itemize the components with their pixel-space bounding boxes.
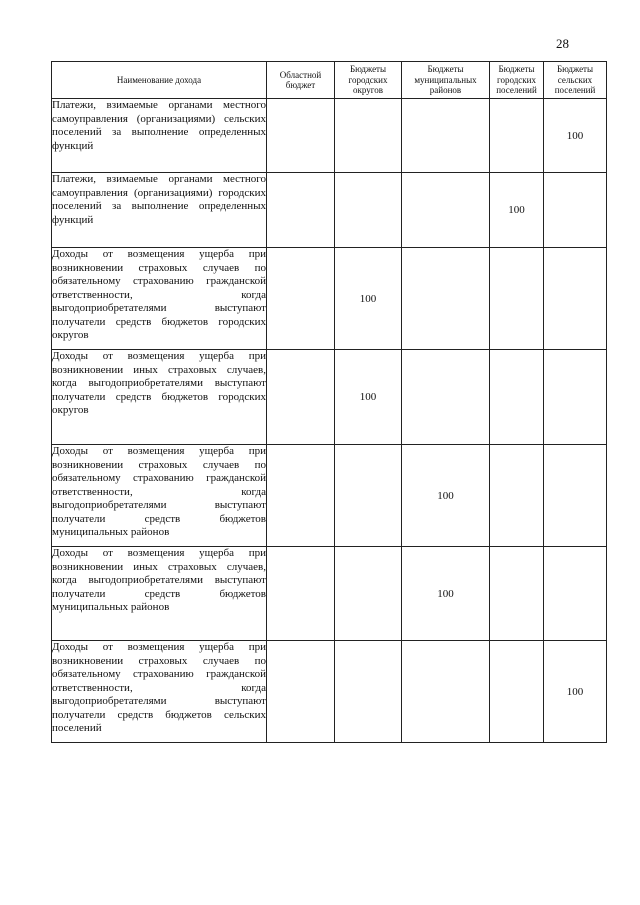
page-number: 28 [556, 36, 569, 51]
city-districts-cell [335, 99, 402, 173]
revenue-name-cell: Доходы от возмещения ущерба при возникновении страховых случаев по обязательному страхованию гражданской ответственности, когда выгодоприобретателями выступают получатели средств бюджетов муниципальных районов [52, 445, 267, 547]
table-row [52, 173, 607, 248]
rural-settlements-cell [544, 350, 607, 445]
header-town-settlements-budgets: Бюджеты городских поселений [490, 62, 544, 99]
municipal-districts-cell: 100 [402, 547, 490, 641]
table-row [52, 248, 607, 350]
table-row [52, 641, 607, 743]
municipal-districts-cell [402, 248, 490, 350]
revenue-name-cell: Доходы от возмещения ущерба при возникновении иных страховых случаев, когда выгодоприобретателями выступают получатели средств бюджетов муниципальных районов [52, 547, 267, 641]
town-settlements-cell [490, 547, 544, 641]
revenue-name-cell: Доходы от возмещения ущерба при возникновении страховых случаев по обязательному страхованию гражданской ответственности, когда выгодоприобретателями выступают получатели средств бюджетов сельских поселений [52, 641, 267, 743]
town-settlements-cell [490, 445, 544, 547]
table-row [52, 99, 607, 173]
town-settlements-cell [490, 99, 544, 173]
city-districts-cell [335, 445, 402, 547]
table-header-row [52, 62, 607, 99]
table-row [52, 350, 607, 445]
regional-cell [267, 173, 335, 248]
header-rural-settlements-budgets: Бюджеты сельских поселений [544, 62, 607, 99]
header-city-districts-budgets: Бюджеты городских округов [335, 62, 402, 99]
rural-settlements-cell [544, 173, 607, 248]
municipal-districts-cell [402, 173, 490, 248]
revenue-name-cell: Платежи, взимаемые органами местного самоуправления (организациями) сельских поселений за выполнение определенных функций [52, 99, 267, 173]
rural-settlements-cell [544, 248, 607, 350]
rural-settlements-cell [544, 547, 607, 641]
regional-cell [267, 99, 335, 173]
city-districts-cell [335, 173, 402, 248]
rural-settlements-cell: 100 [544, 99, 607, 173]
municipal-districts-cell: 100 [402, 445, 490, 547]
regional-cell [267, 248, 335, 350]
town-settlements-cell: 100 [490, 173, 544, 248]
rural-settlements-cell: 100 [544, 641, 607, 743]
town-settlements-cell [490, 350, 544, 445]
city-districts-cell: 100 [335, 350, 402, 445]
table-row [52, 445, 607, 547]
header-municipal-districts-budgets: Бюджеты муниципальных районов [402, 62, 490, 99]
table-row [52, 547, 607, 641]
municipal-districts-cell [402, 641, 490, 743]
regional-cell [267, 350, 335, 445]
city-districts-cell [335, 547, 402, 641]
regional-cell [267, 445, 335, 547]
revenue-distribution-table [51, 61, 607, 743]
rural-settlements-cell [544, 445, 607, 547]
town-settlements-cell [490, 641, 544, 743]
header-revenue-name: Наименование дохода [52, 62, 267, 99]
regional-cell [267, 641, 335, 743]
municipal-districts-cell [402, 99, 490, 173]
town-settlements-cell [490, 248, 544, 350]
revenue-name-cell: Платежи, взимаемые органами местного самоуправления (организациями) городских поселений за выполнение определенных функций [52, 173, 267, 248]
revenue-name-cell: Доходы от возмещения ущерба при возникновении иных страховых случаев, когда выгодоприобретателями выступают получатели средств бюджетов городских округов [52, 350, 267, 445]
municipal-districts-cell [402, 350, 490, 445]
city-districts-cell [335, 641, 402, 743]
city-districts-cell: 100 [335, 248, 402, 350]
regional-cell [267, 547, 335, 641]
revenue-name-cell: Доходы от возмещения ущерба при возникновении страховых случаев по обязательному страхованию гражданской ответственности, когда выгодоприобретателями выступают получатели средств бюджетов городских округов [52, 248, 267, 350]
header-regional-budget: Областной бюджет [267, 62, 335, 99]
